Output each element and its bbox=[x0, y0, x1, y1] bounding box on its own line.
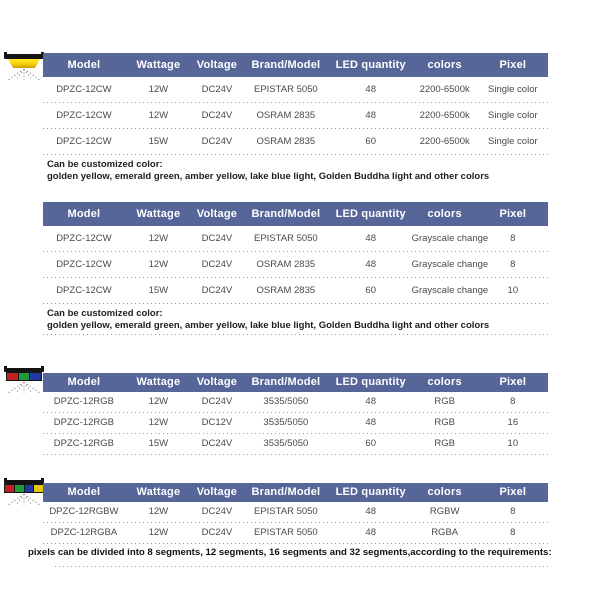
cell-colors: 2200-6500k bbox=[419, 84, 470, 95]
col-header-colors: colors bbox=[427, 59, 462, 71]
cell-voltage: DC24V bbox=[201, 84, 233, 95]
col-header-voltage: Voltage bbox=[196, 376, 238, 388]
cell-model: DPZC-12CW bbox=[56, 285, 112, 296]
cell-wattage: 15W bbox=[148, 438, 169, 449]
col-header-voltage: Voltage bbox=[196, 208, 238, 220]
table-header-row bbox=[43, 202, 548, 226]
cell-brand: 3535/5050 bbox=[263, 396, 309, 407]
cell-colors: Grayscale change bbox=[411, 233, 489, 244]
cell-led-quantity: 48 bbox=[365, 259, 376, 270]
cell-led-quantity: 48 bbox=[365, 506, 376, 517]
cell-wattage: 15W bbox=[148, 136, 169, 147]
rgb-wall-washer-icon bbox=[4, 368, 44, 394]
cell-led-quantity: 60 bbox=[365, 438, 376, 449]
customized-color-note bbox=[43, 304, 548, 334]
table-header-row bbox=[43, 483, 548, 502]
cell-colors: RGBW bbox=[429, 506, 460, 517]
cell-model: DPZC-12CW bbox=[56, 233, 112, 244]
cell-wattage: 12W bbox=[148, 396, 169, 407]
rgb-light-segments bbox=[6, 372, 42, 381]
cell-led-quantity: 60 bbox=[365, 136, 376, 147]
bottom-divider bbox=[55, 566, 548, 567]
cell-pixel: 8 bbox=[510, 233, 516, 244]
red-segment bbox=[5, 485, 14, 492]
col-header-pixel: Pixel bbox=[499, 486, 527, 498]
cell-pixel: 16 bbox=[507, 417, 519, 428]
cell-wattage: 12W bbox=[148, 527, 169, 538]
col-header-model: Model bbox=[67, 208, 101, 220]
table-row bbox=[43, 502, 548, 522]
col-header-model: Model bbox=[67, 59, 101, 71]
row-divider bbox=[43, 454, 548, 455]
cell-colors: RGB bbox=[434, 396, 455, 407]
note-line-2: golden yellow, emerald green, amber yellow, lake blue light, Golden Buddha light and other colors bbox=[47, 319, 490, 331]
lamp-housing-bar bbox=[4, 54, 44, 59]
col-header-brand: Brand/Model bbox=[251, 208, 321, 220]
cell-voltage: DC24V bbox=[201, 396, 233, 407]
cell-colors: 2200-6500k bbox=[419, 110, 470, 121]
cell-pixel: 10 bbox=[507, 438, 519, 449]
note-line-1: Can be customized color: bbox=[47, 159, 163, 170]
spec-table-rgbw-rgba bbox=[43, 483, 548, 544]
cell-led-quantity: 48 bbox=[365, 110, 376, 121]
section-divider bbox=[43, 334, 548, 335]
cell-brand: OSRAM 2835 bbox=[256, 259, 316, 270]
blue-segment bbox=[25, 485, 34, 492]
customized-color-note bbox=[43, 155, 548, 185]
cell-led-quantity: 48 bbox=[365, 527, 376, 538]
cell-voltage: DC24V bbox=[201, 438, 233, 449]
yellow-light-glow bbox=[8, 59, 40, 68]
table-row bbox=[43, 103, 548, 128]
cell-colors: 2200-6500k bbox=[419, 136, 470, 147]
cell-wattage: 12W bbox=[148, 506, 169, 517]
col-header-led-quantity: LED quantity bbox=[335, 486, 406, 498]
note-line-1: Can be customized color: bbox=[47, 308, 163, 319]
cell-brand: 3535/5050 bbox=[263, 438, 309, 449]
cell-brand: OSRAM 2835 bbox=[256, 110, 316, 121]
table-row bbox=[43, 278, 548, 303]
table-header-row bbox=[43, 373, 548, 392]
cell-voltage: DC24V bbox=[201, 285, 233, 296]
cell-model: DPZC-12CW bbox=[56, 259, 112, 270]
cell-model: DPZC-12RGB bbox=[53, 417, 114, 428]
rgby-light-segments bbox=[4, 484, 44, 493]
cell-brand: OSRAM 2835 bbox=[256, 285, 316, 296]
row-divider bbox=[43, 543, 548, 544]
cell-pixel: Single color bbox=[488, 110, 538, 121]
table-row bbox=[43, 413, 548, 433]
col-header-led-quantity: LED quantity bbox=[335, 376, 406, 388]
col-header-pixel: Pixel bbox=[499, 376, 527, 388]
table-row bbox=[43, 392, 548, 412]
col-header-wattage: Wattage bbox=[136, 486, 181, 498]
cell-voltage: DC24V bbox=[201, 527, 233, 538]
cell-colors: Grayscale change bbox=[411, 259, 489, 270]
col-header-brand: Brand/Model bbox=[251, 376, 321, 388]
cell-voltage: DC24V bbox=[201, 233, 233, 244]
lamp-housing-bar bbox=[4, 480, 44, 484]
spec-table-single-color bbox=[43, 53, 548, 185]
cell-voltage: DC24V bbox=[201, 136, 233, 147]
cell-model: DPZC-12CW bbox=[56, 110, 112, 121]
light-rays-icon bbox=[4, 382, 44, 394]
col-header-brand: Brand/Model bbox=[251, 486, 321, 498]
cell-colors: RGB bbox=[434, 417, 455, 428]
cell-voltage: DC12V bbox=[201, 417, 233, 428]
cell-model: DPZC-12RGB bbox=[53, 438, 114, 449]
cell-brand: 3535/5050 bbox=[263, 417, 309, 428]
cell-pixel: 8 bbox=[510, 506, 516, 517]
col-header-led-quantity: LED quantity bbox=[335, 208, 406, 220]
col-header-wattage: Wattage bbox=[136, 59, 181, 71]
cell-wattage: 12W bbox=[148, 84, 169, 95]
blue-segment bbox=[30, 373, 41, 380]
col-header-pixel: Pixel bbox=[499, 208, 527, 220]
cell-wattage: 15W bbox=[148, 285, 169, 296]
cell-colors: Grayscale change bbox=[411, 285, 489, 296]
spec-table-rgb bbox=[43, 373, 548, 455]
col-header-model: Model bbox=[67, 376, 101, 388]
table-row bbox=[43, 523, 548, 543]
cell-pixel: Single color bbox=[488, 136, 538, 147]
red-segment bbox=[7, 373, 18, 380]
col-header-colors: colors bbox=[427, 208, 462, 220]
table-row bbox=[43, 226, 548, 251]
col-header-wattage: Wattage bbox=[136, 208, 181, 220]
col-header-colors: colors bbox=[427, 486, 462, 498]
spec-table-grayscale bbox=[43, 202, 548, 335]
col-header-voltage: Voltage bbox=[196, 59, 238, 71]
cell-brand: EPISTAR 5050 bbox=[254, 233, 318, 244]
cell-voltage: DC24V bbox=[201, 110, 233, 121]
cell-brand: OSRAM 2835 bbox=[256, 136, 316, 147]
cell-model: DPZC-12RGB bbox=[53, 396, 114, 407]
cell-pixel: 8 bbox=[510, 396, 516, 407]
table-row bbox=[43, 434, 548, 454]
cell-wattage: 12W bbox=[148, 110, 169, 121]
cell-colors: RGB bbox=[434, 438, 455, 449]
col-header-brand: Brand/Model bbox=[251, 59, 321, 71]
col-header-colors: colors bbox=[427, 376, 462, 388]
cell-model: DPZC-12CW bbox=[56, 84, 112, 95]
yellow-segment bbox=[34, 485, 43, 492]
col-header-voltage: Voltage bbox=[196, 486, 238, 498]
cell-model: DPZC-12CW bbox=[56, 136, 112, 147]
col-header-pixel: Pixel bbox=[499, 59, 527, 71]
cell-brand: EPISTAR 5050 bbox=[254, 84, 318, 95]
light-rays-icon bbox=[4, 69, 44, 81]
col-header-led-quantity: LED quantity bbox=[335, 59, 406, 71]
cell-led-quantity: 60 bbox=[365, 285, 376, 296]
cell-brand: EPISTAR 5050 bbox=[254, 527, 318, 538]
cell-colors: RGBA bbox=[431, 527, 459, 538]
lamp-housing-bar bbox=[4, 368, 44, 372]
table-row bbox=[43, 252, 548, 277]
cell-pixel: 10 bbox=[507, 285, 519, 296]
col-header-model: Model bbox=[67, 486, 101, 498]
green-segment bbox=[15, 485, 24, 492]
cell-led-quantity: 48 bbox=[365, 417, 376, 428]
table-header-row bbox=[43, 53, 548, 77]
note-line-2: golden yellow, emerald green, amber yellow, lake blue light, Golden Buddha light and other colors bbox=[47, 170, 490, 182]
cell-wattage: 12W bbox=[148, 259, 169, 270]
cell-pixel: Single color bbox=[488, 84, 538, 95]
cell-led-quantity: 48 bbox=[365, 84, 376, 95]
cell-pixel: 8 bbox=[510, 259, 516, 270]
rgbw-rgba-wall-washer-icon bbox=[4, 480, 44, 506]
table-row bbox=[43, 77, 548, 102]
col-header-wattage: Wattage bbox=[136, 376, 181, 388]
green-segment bbox=[19, 373, 30, 380]
cell-led-quantity: 48 bbox=[365, 396, 376, 407]
light-rays-icon bbox=[4, 494, 44, 506]
cell-model: DPZC-12RGBW bbox=[49, 506, 119, 517]
cell-voltage: DC24V bbox=[201, 259, 233, 270]
cell-wattage: 12W bbox=[148, 233, 169, 244]
single-color-wall-washer-icon bbox=[4, 54, 44, 81]
cell-pixel: 8 bbox=[510, 527, 516, 538]
segments-note: pixels can be divided into 8 segments, 12 segments, 16 segments and 32 segments,according to the requirements: bbox=[28, 547, 552, 558]
cell-model: DPZC-12RGBA bbox=[50, 527, 118, 538]
cell-wattage: 12W bbox=[148, 417, 169, 428]
cell-led-quantity: 48 bbox=[365, 233, 376, 244]
table-row bbox=[43, 129, 548, 154]
cell-brand: EPISTAR 5050 bbox=[254, 506, 318, 517]
cell-voltage: DC24V bbox=[201, 506, 233, 517]
